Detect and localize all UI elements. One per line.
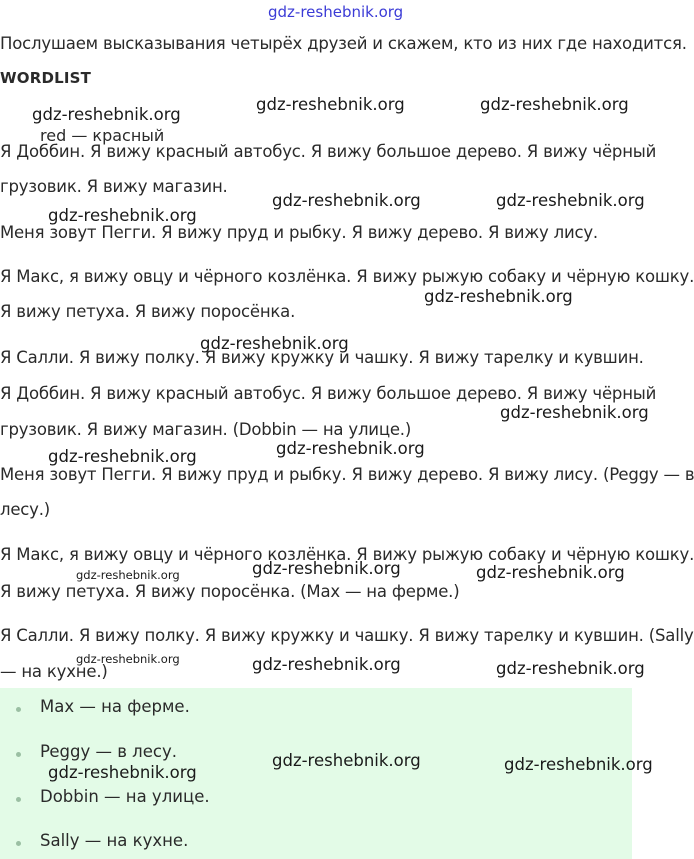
answer-list-item: Dobbin — на улице.: [40, 787, 210, 806]
watermark: gdz-reshebnik.org: [76, 652, 180, 666]
watermark: gdz-reshebnik.org: [272, 191, 421, 210]
watermark: gdz-reshebnik.org: [252, 559, 401, 578]
site-watermark-top: gdz-reshebnik.org: [268, 3, 404, 21]
answer-sally-line-2: — на кухне.): [0, 662, 108, 681]
watermark: gdz-reshebnik.org: [276, 439, 425, 458]
bullet-icon: [16, 707, 21, 712]
answer-sally-line-1: Я Салли. Я вижу полку. Я вижу кружку и чашку. Я вижу тарелку и кувшин. (Sally: [0, 626, 694, 645]
answer-dobbin-line-2: грузовик. Я вижу магазин. (Dobbin — на улице.): [0, 420, 412, 439]
peggy-line-1: Меня зовут Пегги. Я вижу пруд и рыбку. Я вижу дерево. Я вижу лису.: [0, 223, 598, 242]
watermark: gdz-reshebnik.org: [48, 447, 197, 466]
watermark: gdz-reshebnik.org: [496, 659, 645, 678]
dobbin-line-1: Я Доббин. Я вижу красный автобус. Я вижу большое дерево. Я вижу чёрный: [0, 142, 657, 161]
bullet-icon: [16, 752, 21, 757]
wordlist-heading: WORDLIST: [0, 69, 92, 87]
watermark: gdz-reshebnik.org: [256, 95, 405, 114]
watermark: gdz-reshebnik.org: [496, 191, 645, 210]
bullet-icon: [16, 797, 21, 802]
watermark: gdz-reshebnik.org: [272, 751, 421, 770]
watermark: gdz-reshebnik.org: [76, 568, 180, 582]
wordlist-cut-text: red — красный: [40, 126, 165, 145]
answer-max-line-1: Я Макс, я вижу овцу и чёрного козлёнка. Я вижу рыжую собаку и чёрную кошку.: [0, 545, 694, 564]
watermark: gdz-reshebnik.org: [476, 563, 625, 582]
watermark: gdz-reshebnik.org: [504, 755, 653, 774]
answer-list-item: Peggy — в лесу.: [40, 742, 177, 761]
answer-list-item: Sally — на кухне.: [40, 831, 189, 850]
watermark: gdz-reshebnik.org: [200, 334, 349, 353]
watermark: gdz-reshebnik.org: [500, 403, 649, 422]
watermark: gdz-reshebnik.org: [32, 105, 181, 124]
intro-text: Послушаем высказывания четырёх друзей и скажем, кто из них где находится.: [0, 34, 687, 53]
answer-dobbin-line-1: Я Доббин. Я вижу красный автобус. Я вижу большое дерево. Я вижу чёрный: [0, 384, 657, 403]
max-line-1: Я Макс, я вижу овцу и чёрного козлёнка. Я вижу рыжую собаку и чёрную кошку.: [0, 267, 694, 286]
watermark: gdz-reshebnik.org: [48, 763, 197, 782]
answer-peggy-line-1: Меня зовут Пегги. Я вижу пруд и рыбку. Я вижу дерево. Я вижу лису. (Peggy — в: [0, 465, 694, 484]
watermark: gdz-reshebnik.org: [424, 287, 573, 306]
watermark: gdz-reshebnik.org: [48, 206, 197, 225]
answer-max-line-2: Я вижу петуха. Я вижу поросёнка. (Max — на ферме.): [0, 582, 460, 601]
max-line-2: Я вижу петуха. Я вижу поросёнка.: [0, 302, 296, 321]
bullet-icon: [16, 841, 21, 846]
watermark: gdz-reshebnik.org: [252, 655, 401, 674]
sally-line-1: Я Салли. Я вижу полку. Я вижу кружку и чашку. Я вижу тарелку и кувшин.: [0, 348, 644, 367]
answer-peggy-line-2: лесу.): [0, 500, 51, 519]
answer-list-item: Max — на ферме.: [40, 697, 190, 716]
watermark: gdz-reshebnik.org: [480, 95, 629, 114]
dobbin-line-2: грузовик. Я вижу магазин.: [0, 177, 228, 196]
